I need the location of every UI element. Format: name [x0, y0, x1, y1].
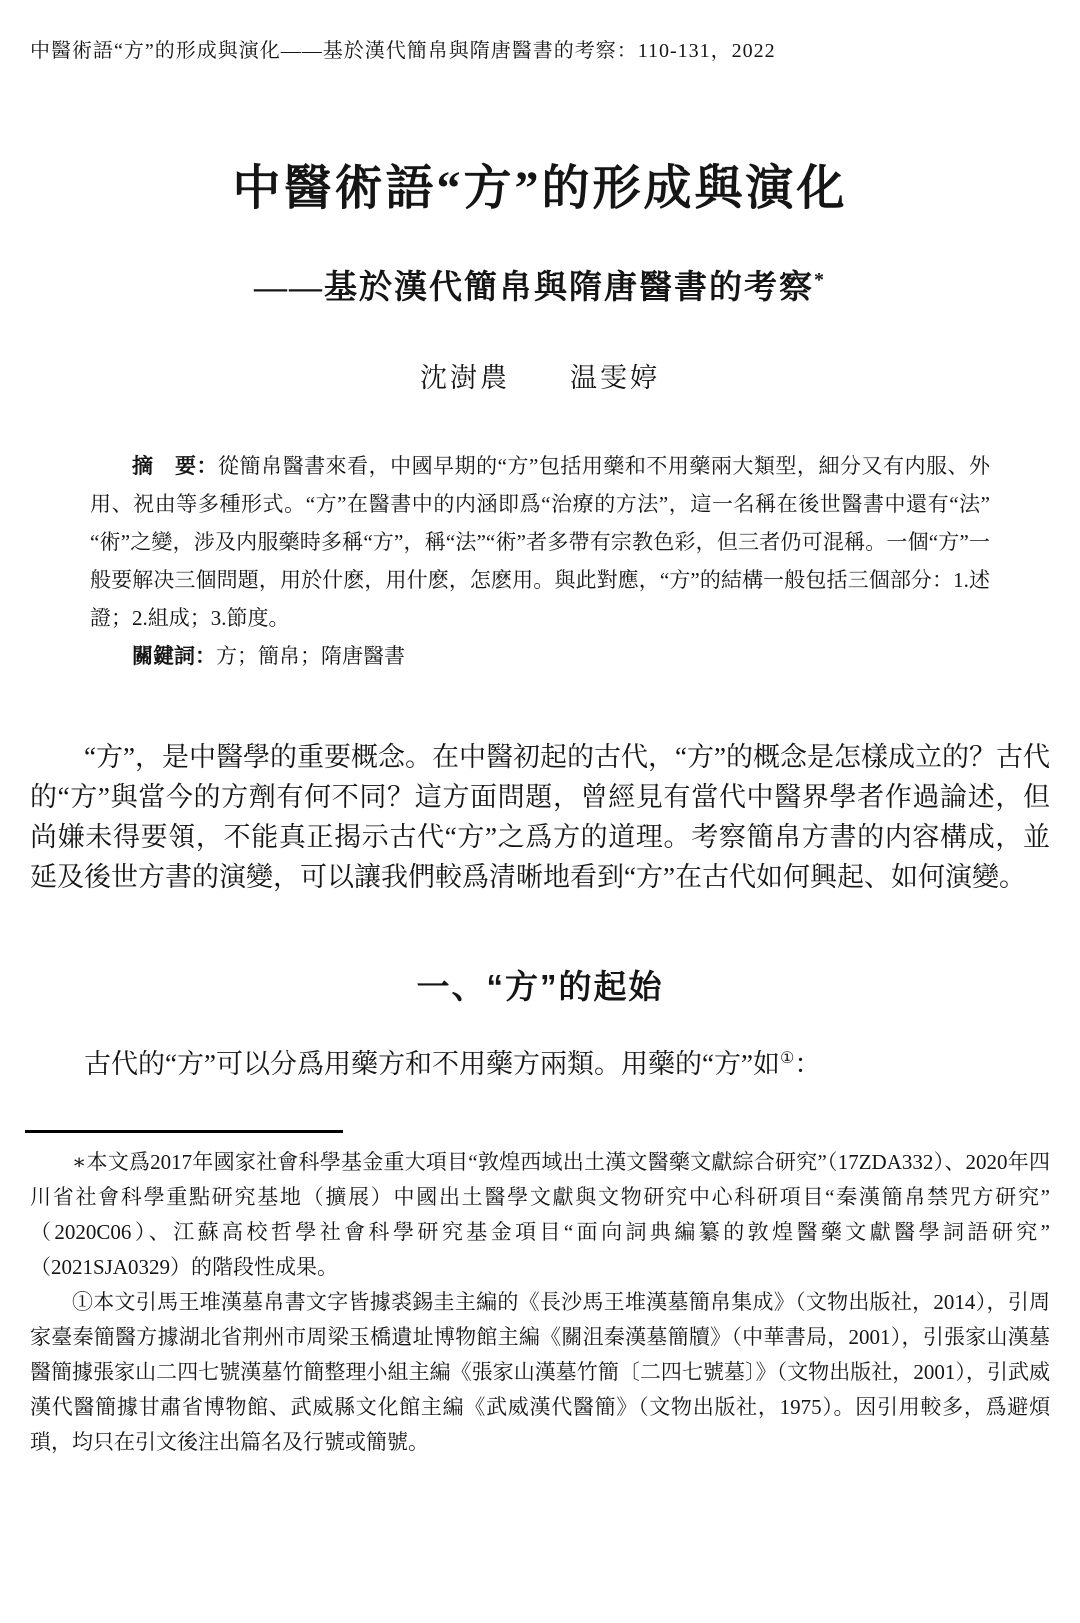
abstract-text: 從簡帛醫書來看，中國早期的“方”包括用藥和不用藥兩大類型，細分又有内服、外用、祝由等多種形式。“方”在醫書中的内涵即爲“治療的方法”，這一名稱在後世醫書中還有“法”“術”之變，涉及内服藥時多稱“方”，稱“法”“術”者多帶有宗教色彩，但三者仍可混稱。一個“方”一般要解决三個問題，用於什麽，用什麽，怎麽用。與此對應，“方”的結構一般包括三個部分：1.述證；2.組成；3.節度。: [90, 453, 991, 630]
article-body: [30, 737, 1050, 897]
footnote-star: ∗本文爲2017年國家社會科學基金重大項目“敦煌西域出土漢文醫藥文獻綜合研究”（17ZDA332）、2020年四川省社會科學重點研究基地（擴展）中國出土醫學文獻與文物研究中心科研項目“秦漢簡帛禁咒方研究”（2020C06）、江蘇高校哲學社會科學研究基金項目“面向詞典編纂的敦煌醫藥文獻醫學詞語研究”（2021SJA0329）的階段性成果。: [30, 1150, 1050, 1280]
footnotes-section: [30, 1145, 1050, 1460]
subtitle-footnote-mark: *: [814, 268, 826, 291]
abstract-paragraph: [90, 447, 990, 637]
abstract-section: [90, 447, 990, 675]
running-header: 中醫術語“方”的形成與演化——基於漢代簡帛與隋唐醫書的考察：110-131，2022: [30, 40, 776, 62]
section-1-paragraph-text: 古代的“方”可以分爲用藥方和不用藥方兩類。用藥的“方”如: [84, 1049, 780, 1080]
footnote-1: ①本文引馬王堆漢墓帛書文字皆據裘錫圭主編的《長沙馬王堆漢墓簡帛集成》（文物出版社，2014），引周家臺秦簡醫方據湖北省荆州市周梁玉橋遺址博物館主編《關沮秦漢墓簡牘》（中華書局，2001），引張家山漢墓醫簡據張家山二四七號漢墓竹簡整理小組主編《張家山漢墓竹簡〔二四七號墓〕》（文物出版社，2001），引武威漢代醫簡據甘肅省博物館、武威縣文化館主編《武威漢代醫簡》（文物出版社，1975）。因引用較多，爲避煩瑣，均只在引文後注出篇名及行號或簡號。: [30, 1290, 1050, 1455]
keywords-label: 關鍵詞：: [132, 643, 216, 668]
article-title: 中醫術語“方”的形成與演化: [232, 162, 848, 215]
section-1-paragraph-tail: ：: [794, 1049, 822, 1080]
footnote-separator-rule: [25, 1130, 343, 1133]
authors-line: 沈澍農 温雯婷: [420, 363, 660, 394]
keywords-line: [90, 637, 990, 675]
section-heading-1: 一、“方”的起始: [416, 967, 664, 1005]
keywords-text: 方；簡帛；隋唐醫書: [216, 643, 405, 668]
article-subtitle-text: ——基於漢代簡帛與隋唐醫書的考察: [254, 269, 814, 306]
footnote-ref-1: ①: [779, 1050, 795, 1068]
intro-paragraph: “方”，是中醫學的重要概念。在中醫初起的古代，“方”的概念是怎樣成立的？古代的“方”與當今的方劑有何不同？這方面問題，曾經見有當代中醫界學者作過論述，但尚嫌未得要領，不能真正揭示古代“方”之爲方的道理。考察簡帛方書的内容構成，並延及後世方書的演變，可以讓我們較爲清晰地看到“方”在古代如何興起、如何演變。: [30, 741, 1050, 892]
article-subtitle: [30, 268, 1050, 309]
abstract-label: 摘 要：: [132, 453, 219, 478]
section-1-paragraph: [30, 1044, 1050, 1084]
